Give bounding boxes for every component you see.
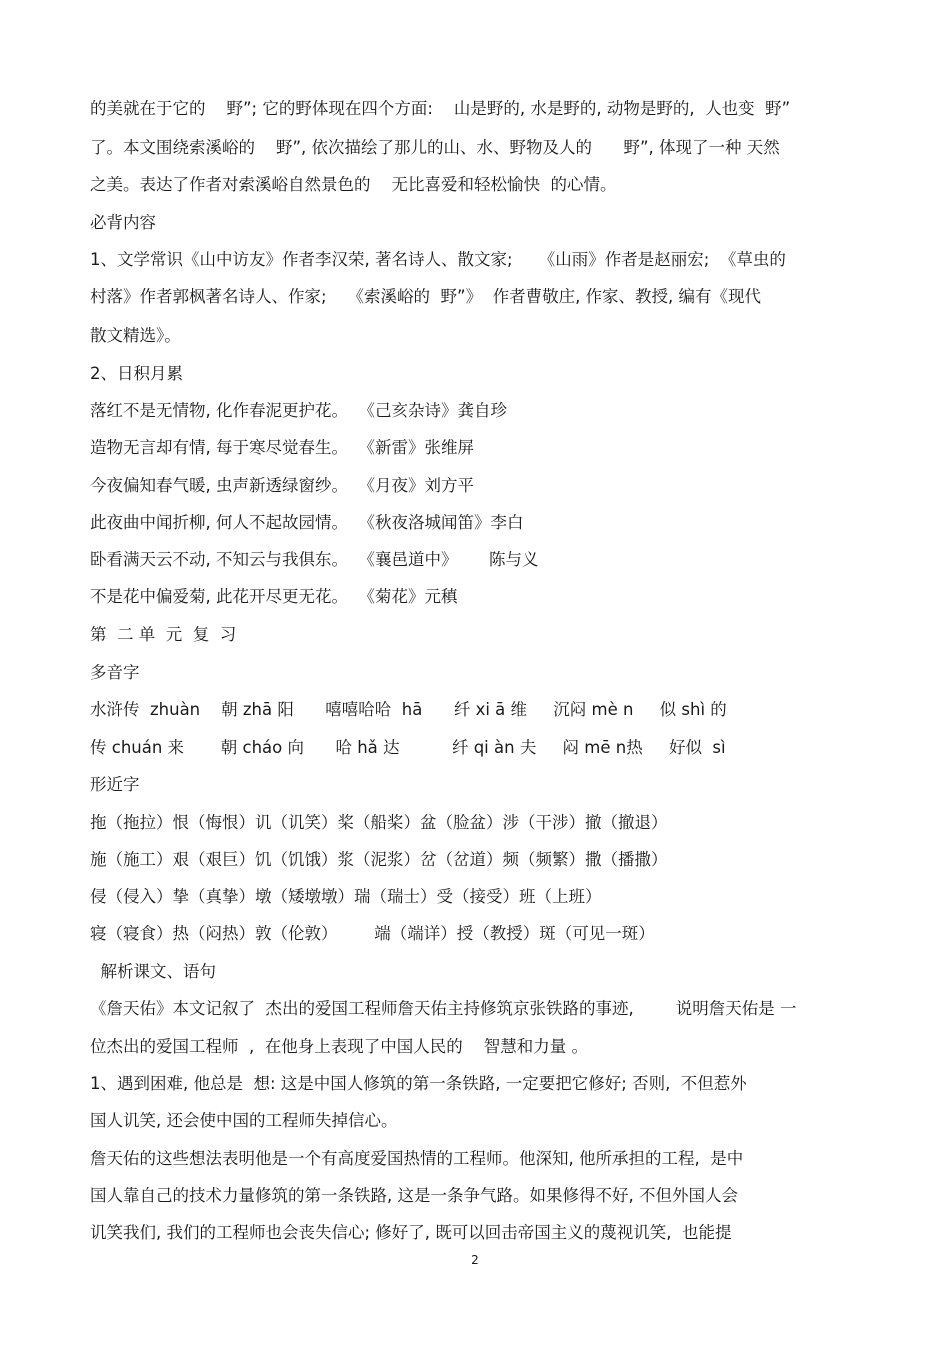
text-line: 散文精选》。 [90, 326, 181, 345]
text-line: 了。本文围绕索溪峪的 野”, 依次描绘了那儿的山、水、野物及人的 野”, 体现了一种 天然 [90, 138, 780, 157]
poem-line: 落红不是无情物, 化作春泥更护花。 《己亥杂诗》龚自珍 [90, 401, 507, 420]
text-line: 詹天佑的这些想法表明他是一个有高度爱国热情的工程师。他深知, 他所承担的工程, 是中 [90, 1149, 744, 1168]
poem-line: 不是花中偏爱菊, 此花开尽更无花。 《菊花》元稹 [90, 587, 458, 606]
character-line: 侵（侵入）挚（真挚）墩（矮墩墩）瑞（瑞士）受（接受）班（上班） [90, 887, 602, 906]
text-line: 国人讥笑, 还会使中国的工程师失掉信心。 [90, 1111, 398, 1130]
unit-heading: 第 二 单 元 复 习 [90, 625, 237, 644]
page-number: 2 [471, 1253, 479, 1267]
section-heading: 多音字 [90, 663, 140, 682]
pinyin-line: 水浒传 zhuàn 朝 zhā 阳 嘻嘻哈哈 hā 纤 xi ā 维 沉闷 mè n 似 shì 的 [90, 700, 727, 719]
text-line: 之美。表达了作者对索溪峪自然景色的 无比喜爱和轻松愉快 的心情。 [90, 175, 617, 194]
character-line: 拖（拖拉）恨（悔恨）讥（讥笑）桨（船桨）盆（脸盆）涉（干涉）撤（撤退） [90, 813, 668, 832]
text-line: 讥笑我们, 我们的工程师也会丧失信心; 修好了, 既可以回击帝国主义的蔑视讥笑, 也能提 [90, 1223, 732, 1242]
text-line: 1、遇到困难, 他总是 想: 这是中国人修筑的第一条铁路, 一定要把它修好; 否则, 不但惹外 [90, 1074, 747, 1093]
section-heading: 形近字 [90, 775, 140, 794]
section-heading: 必背内容 [90, 213, 156, 232]
poem-line: 今夜偏知春气暖, 虫声新透绿窗纱。 《月夜》刘方平 [90, 476, 474, 495]
poem-line: 卧看满天云不动, 不知云与我俱东。 《襄邑道中》 陈与义 [90, 550, 539, 569]
poem-line: 造物无言却有情, 每于寒尽觉春生。 《新雷》张维屏 [90, 438, 474, 457]
text-line: 的美就在于它的 野”; 它的野体现在四个方面: 山是野的, 水是野的, 动物是野的, 人也变 野” [90, 99, 791, 118]
character-line: 施（施工）艰（艰巨）饥（饥饿）浆（泥浆）岔（岔道）频（频繁）撒（播撒） [90, 850, 668, 869]
poem-line: 此夜曲中闻折柳, 何人不起故园情。 《秋夜洛城闻笛》李白 [90, 513, 524, 532]
section-heading: 2、日积月累 [90, 364, 183, 383]
text-line: 1、文学常识《山中访友》作者李汉荣, 著名诗人、散文家; 《山雨》作者是赵丽宏; 《草虫的 [90, 250, 786, 269]
text-line: 国人靠自己的技术力量修筑的第一条铁路, 这是一条争气路。如果修得不好, 不但外国人会 [90, 1186, 738, 1205]
text-line: 位杰出的爱国工程师 , 在他身上表现了中国人民的 智慧和力量 。 [90, 1037, 588, 1056]
character-line: 寝（寝食）热（闷热）敦（伦敦） 端（端详）授（教授）斑（可见一斑） [90, 924, 655, 943]
pinyin-line: 传 chuán 来 朝 cháo 向 哈 hǎ 达 纤 qi àn 夫 闷 mē n热 好似 sì [90, 738, 726, 757]
text-line: 村落》作者郭枫著名诗人、作家; 《索溪峪的 野”》 作者曹敬庄, 作家、教授, 编有《现代 [90, 287, 762, 306]
section-heading: 解析课文、语句 [90, 962, 216, 981]
text-line: 《詹天佑》本文记叙了 杰出的爱国工程师詹天佑主持修筑京张铁路的事迹, 说明詹天佑是 一 [90, 999, 797, 1018]
